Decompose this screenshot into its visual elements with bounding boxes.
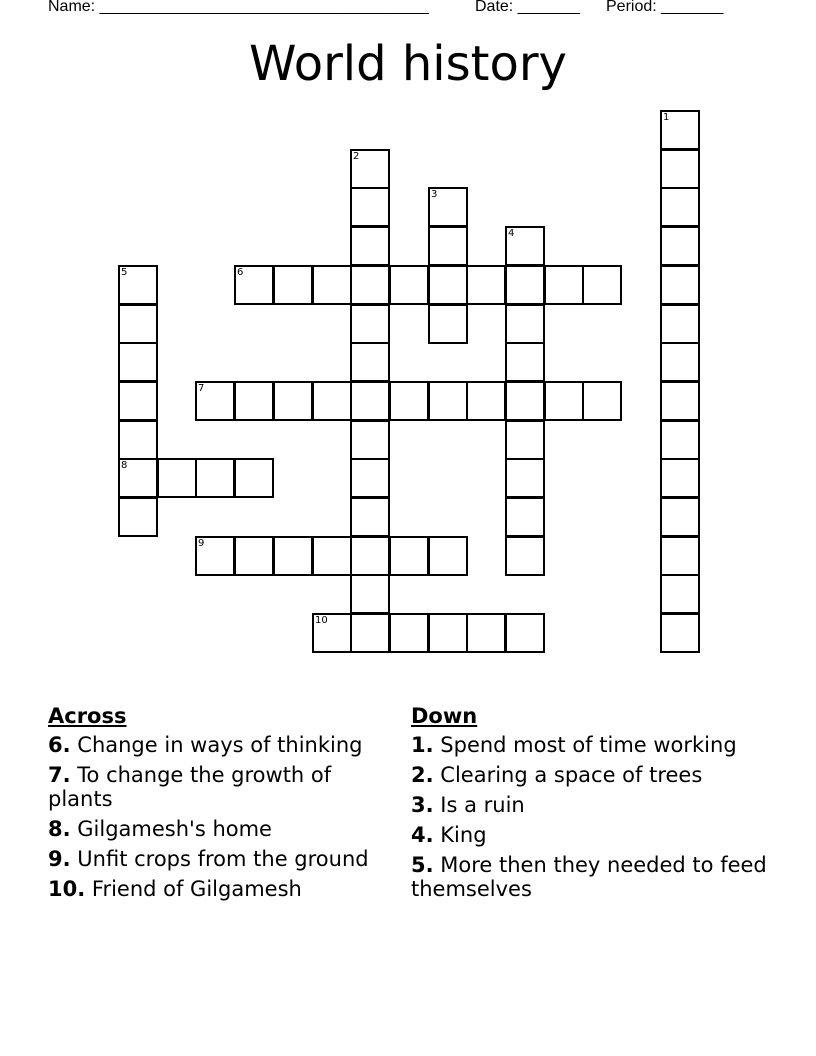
clue-down-5	[411, 853, 771, 901]
grid-cell[interactable]	[350, 304, 390, 344]
clue-text: Is a ruin	[440, 793, 525, 817]
grid-cell[interactable]	[350, 613, 390, 653]
grid-cell[interactable]	[660, 110, 700, 150]
clue-text: Gilgamesh's home	[77, 817, 272, 841]
clue-across-10	[48, 877, 393, 901]
grid-cell[interactable]	[660, 226, 700, 266]
grid-cell[interactable]	[273, 381, 313, 421]
clue-down-2	[411, 763, 771, 787]
grid-cell[interactable]	[428, 304, 468, 344]
clue-across-7	[48, 763, 393, 811]
grid-cell[interactable]	[660, 304, 700, 344]
grid-cell[interactable]	[544, 265, 584, 305]
grid-cell[interactable]	[505, 497, 545, 537]
grid-cell[interactable]	[505, 458, 545, 498]
cell-number: 10	[315, 615, 328, 626]
grid-cell[interactable]	[118, 381, 158, 421]
grid-cell[interactable]	[350, 226, 390, 266]
grid-cell[interactable]	[350, 381, 390, 421]
grid-cell[interactable]	[660, 381, 700, 421]
grid-cell[interactable]	[350, 574, 390, 614]
grid-cell[interactable]	[234, 265, 274, 305]
grid-cell[interactable]	[660, 613, 700, 653]
grid-cell[interactable]	[195, 458, 235, 498]
grid-cell[interactable]	[660, 265, 700, 305]
clue-text: King	[440, 823, 487, 847]
grid-cell[interactable]	[660, 574, 700, 614]
cell-number: 9	[198, 538, 205, 549]
grid-cell[interactable]	[389, 265, 429, 305]
clue-number: 9.	[48, 847, 71, 871]
clue-text: Unfit crops from the ground	[77, 847, 369, 871]
cell-number: 4	[508, 228, 515, 239]
grid-cell[interactable]	[466, 381, 506, 421]
clue-text: To change the growth of plants	[48, 763, 332, 811]
clue-text: Spend most of time working	[440, 733, 737, 757]
cell-number: 6	[237, 267, 244, 278]
grid-cell[interactable]	[660, 342, 700, 382]
name-field-label[interactable]: Name: _____________________________________	[48, 0, 429, 15]
grid-cell[interactable]	[234, 458, 274, 498]
grid-cell[interactable]	[118, 342, 158, 382]
down-heading: Down	[411, 704, 478, 728]
grid-cell[interactable]	[660, 536, 700, 576]
grid-cell[interactable]	[350, 458, 390, 498]
cell-number: 8	[121, 460, 128, 471]
clue-text: Friend of Gilgamesh	[91, 877, 302, 901]
grid-cell[interactable]	[312, 265, 352, 305]
grid-cell[interactable]	[505, 613, 545, 653]
grid-cell[interactable]	[118, 497, 158, 537]
grid-cell[interactable]	[350, 536, 390, 576]
grid-cell[interactable]	[660, 497, 700, 537]
grid-cell[interactable]	[312, 381, 352, 421]
cell-number: 1	[663, 112, 670, 123]
clue-number: 1.	[411, 733, 434, 757]
clue-number: 2.	[411, 763, 434, 787]
grid-cell[interactable]	[505, 265, 545, 305]
clue-down-4	[411, 823, 771, 847]
clue-text: Clearing a space of trees	[440, 763, 703, 787]
clue-number: 8.	[48, 817, 71, 841]
grid-cell[interactable]	[660, 187, 700, 227]
grid-cell[interactable]	[466, 265, 506, 305]
grid-cell[interactable]	[312, 613, 352, 653]
clue-number: 10.	[48, 877, 86, 901]
clue-number: 3.	[411, 793, 434, 817]
clue-across-6	[48, 733, 393, 757]
page-title: World history	[249, 36, 567, 92]
grid-cell[interactable]	[273, 265, 313, 305]
grid-cell[interactable]	[118, 458, 158, 498]
grid-cell[interactable]	[389, 381, 429, 421]
clue-down-1	[411, 733, 771, 757]
clue-number: 7.	[48, 763, 71, 787]
clue-across-8	[48, 817, 393, 841]
cell-number: 7	[198, 383, 205, 394]
grid-cell[interactable]	[428, 613, 468, 653]
grid-cell[interactable]	[660, 149, 700, 189]
grid-cell[interactable]	[544, 381, 584, 421]
grid-cell[interactable]	[350, 187, 390, 227]
grid-cell[interactable]	[389, 536, 429, 576]
down-clues	[411, 703, 771, 907]
grid-cell[interactable]	[350, 149, 390, 189]
grid-cell[interactable]	[660, 458, 700, 498]
across-heading: Across	[48, 704, 127, 728]
grid-cell[interactable]	[505, 536, 545, 576]
grid-cell[interactable]	[234, 536, 274, 576]
grid-cell[interactable]	[118, 265, 158, 305]
date-field-label[interactable]: Date: _______	[475, 0, 580, 15]
grid-cell[interactable]	[466, 613, 506, 653]
grid-cell[interactable]	[582, 381, 622, 421]
header-line	[48, 0, 748, 20]
grid-cell[interactable]	[118, 304, 158, 344]
across-clues	[48, 703, 393, 907]
cell-number: 5	[121, 267, 128, 278]
grid-cell[interactable]	[350, 420, 390, 460]
cell-number: 2	[353, 151, 360, 162]
grid-cell[interactable]	[428, 226, 468, 266]
grid-cell[interactable]	[273, 536, 313, 576]
clue-text: More then they needed to feed themselves	[411, 853, 767, 901]
grid-cell[interactable]	[195, 536, 235, 576]
grid-cell[interactable]	[234, 381, 274, 421]
clue-number: 6.	[48, 733, 71, 757]
grid-cell[interactable]	[428, 187, 468, 227]
grid-cell[interactable]	[428, 536, 468, 576]
grid-cell[interactable]	[118, 420, 158, 460]
grid-cell[interactable]	[660, 420, 700, 460]
grid-cell[interactable]	[389, 613, 429, 653]
grid-cell[interactable]	[505, 226, 545, 266]
grid-cell[interactable]	[505, 304, 545, 344]
clue-number: 4.	[411, 823, 434, 847]
grid-cell[interactable]	[195, 381, 235, 421]
grid-cell[interactable]	[582, 265, 622, 305]
grid-cell[interactable]	[350, 265, 390, 305]
grid-cell[interactable]	[350, 497, 390, 537]
clue-text: Change in ways of thinking	[77, 733, 363, 757]
grid-cell[interactable]	[505, 381, 545, 421]
clue-across-9	[48, 847, 393, 871]
period-field-label[interactable]: Period: _______	[606, 0, 724, 15]
grid-cell[interactable]	[350, 342, 390, 382]
grid-cell[interactable]	[505, 342, 545, 382]
clue-number: 5.	[411, 853, 434, 877]
grid-cell[interactable]	[312, 536, 352, 576]
grid-cell[interactable]	[505, 420, 545, 460]
grid-cell[interactable]	[428, 265, 468, 305]
grid-cell[interactable]	[428, 381, 468, 421]
cell-number: 3	[431, 189, 438, 200]
grid-cell[interactable]	[157, 458, 197, 498]
clue-down-3	[411, 793, 771, 817]
